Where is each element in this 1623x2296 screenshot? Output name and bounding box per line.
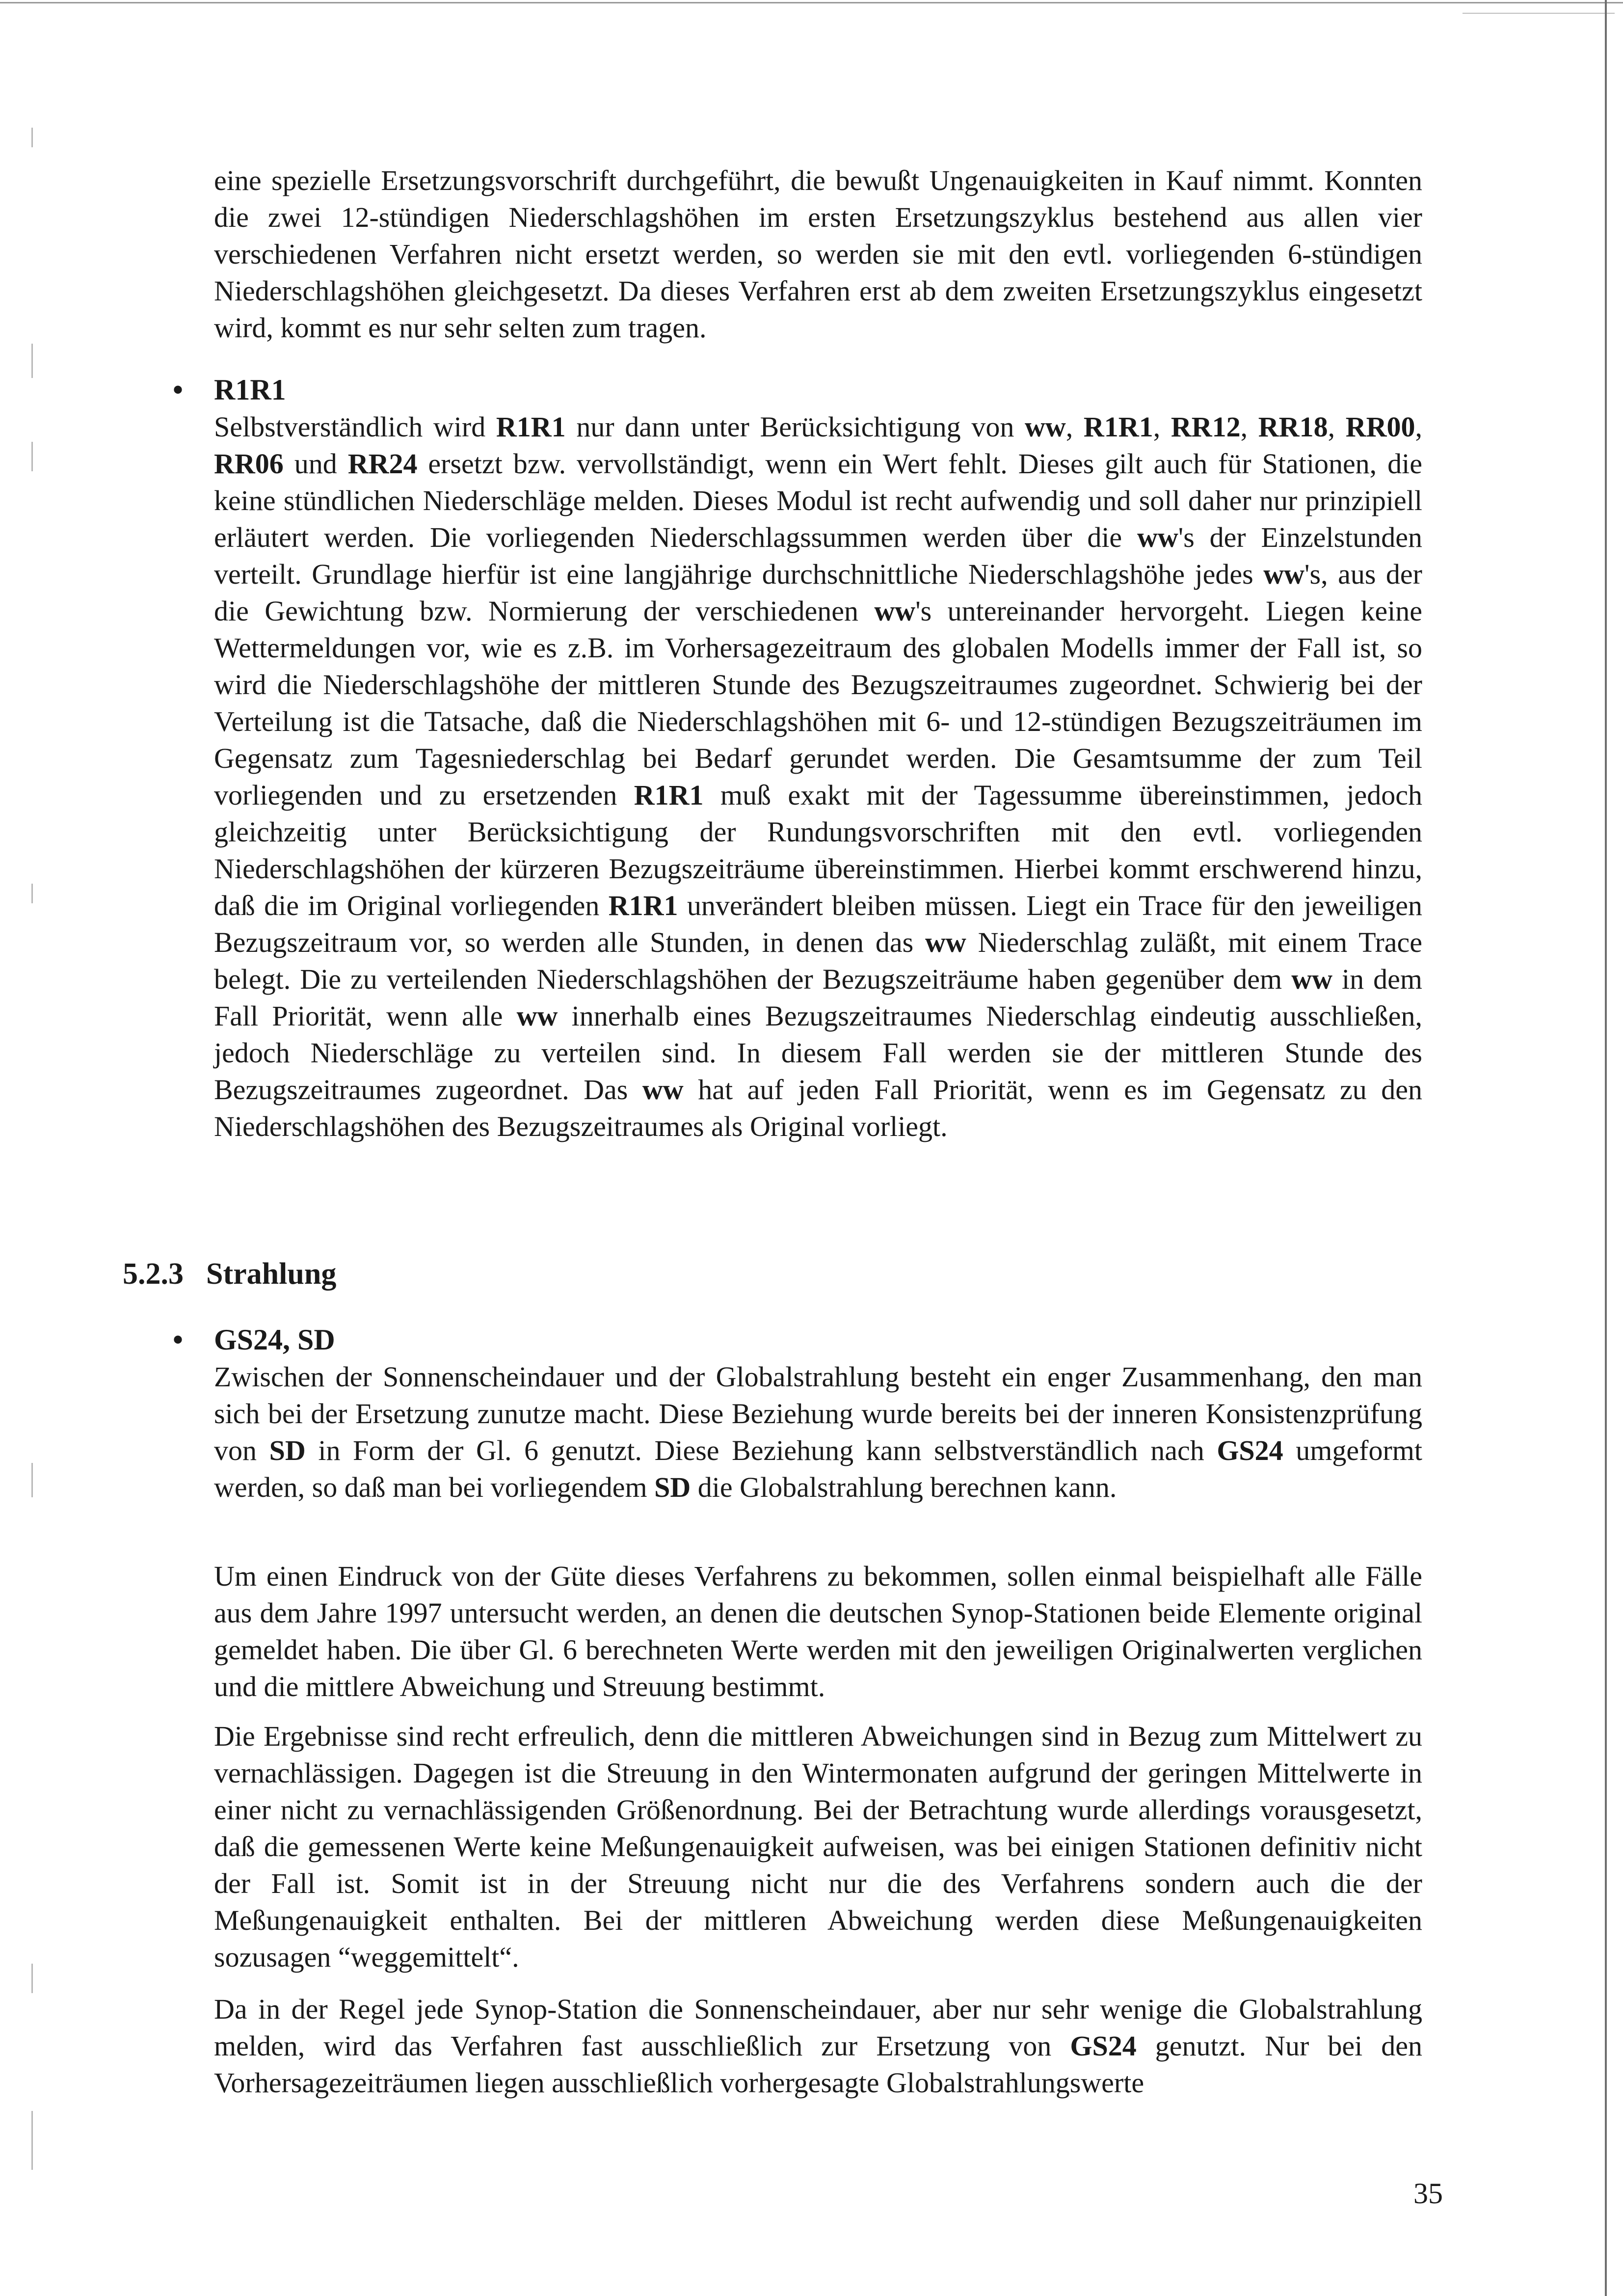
bullet-dot-icon: •	[173, 374, 184, 406]
section-heading: 5.2.3 Strahlung	[123, 1257, 337, 1291]
paragraph-r1r1: Selbstverständlich wird R1R1 nur dann unter Berücksichtigung von ww, R1R1, RR12, RR18, RR00, RR06 und RR24 ersetzt bzw. vervollständigt, wenn ein Wert fehlt. Dieses gilt auch für Stationen, die keine stündlichen Niederschläge melden. Dieses Modul ist recht aufwendig und soll daher nur prinzipiell erläutert werden. Die vorliegenden Niederschlagssummen werden über die ww's der Einzelstunden verteilt. Grundlage hierfür ist eine langjährige durchschnittliche Niederschlagshöhe jedes ww's, aus der die Gewichtung bzw. Normierung der verschiedenen ww's untereinander hervorgeht. Liegen keine Wettermeldungen vor, wie es z.B. im Vorhersagezeitraum des globalen Modells immer der Fall ist, so wird die Niederschlagshöhe der mittleren Stunde des Bezugszeitraumes zugeordnet. Schwierig bei der Verteilung ist die Tatsache, daß die Niederschlagshöhen mit 6- und 12-stündigen Bezugszeiträumen im Gegensatz zum Tagesniederschlag bei Bedarf gerundet werden. Die Gesamtsumme der zum Teil vorliegenden und zu ersetzenden R1R1 muß exakt mit der Tagessumme übereinstimmen, jedoch gleichzeitig unter Berücksichtigung der Rundungsvorschriften mit den evtl. vorliegenden Niederschlagshöhen der kürzeren Bezugszeiträume übereinstimmen. Hierbei kommt erschwerend hinzu, daß die im Original vorliegenden R1R1 unverändert bleiben müssen. Liegt ein Trace für den jeweiligen Bezugszeitraum vor, so werden alle Stunden, in denen das ww Niederschlag zuläßt, mit einem Trace belegt. Die zu verteilenden Niederschlagshöhen der Bezugszeiträume haben gegenüber dem ww in dem Fall Priorität, wenn alle ww innerhalb eines Bezugszeitraumes Niederschlag eindeutig ausschließen, jedoch Niederschläge zu verteilen sind. In diesem Fall werden sie der mittleren Stunde des Bezugszeitraumes zugeordnet. Das ww hat auf jeden Fall Priorität, wenn es im Gegensatz zu den Niederschlagshöhen des Bezugszeitraumes als Original vorliegt.	[214, 411, 1423, 1142]
bullet-heading-r1r1: • R1R1	[173, 374, 286, 406]
paragraph-gs24-sd: Zwischen der Sonnenscheindauer und der Globalstrahlung besteht ein enger Zusammenhang, den man sich bei der Ersetzung zunutze macht. Diese Beziehung wurde bereits bei der inneren Konsistenzprüfung von SD in Form der Gl. 6 genutzt. Diese Beziehung kann selbstverständlich nach GS24 umgeformt werden, so daß man bei vorliegendem SD die Globalstrahlung berechnen kann.	[214, 1361, 1422, 1503]
paragraph-globalstrahlung: Da in der Regel jede Synop-Station die Sonnenscheindauer, aber nur sehr wenige die Globalstrahlung melden, wird das Verfahren fast ausschließlich zur Ersetzung von GS24 genutzt. Nur bei den Vorhersagezeiträumen liegen ausschließlich vorhergesagte Globalstrahlungswerte	[214, 1993, 1423, 2099]
paragraph-continuation: eine spezielle Ersetzungsvorschrift durchgeführt, die bewußt Ungenauigkeiten in Kauf nimmt. Konnten die zwei 12-stündigen Niederschlagshöhen im ersten Ersetzungszyklus bestehend aus allen vier verschiedenen Verfahren nicht ersetzt werden, so werden sie mit den evtl. vorliegenden 6-stündigen Niederschlagshöhen gleichgesetzt. Da dieses Verfahren erst ab dem zweiten Ersetzungszyklus eingesetzt wird, kommt es nur sehr selten zum tragen.	[214, 164, 1422, 344]
bullet-heading-gs24-sd: • GS24, SD	[173, 1324, 335, 1356]
page-number: 35	[1413, 2177, 1443, 2210]
paragraph-ergebnisse: Die Ergebnisse sind recht erfreulich, denn die mittleren Abweichungen sind in Bezug zum Mittelwert zu vernachlässigen. Dagegen ist die Streuung in den Wintermonaten aufgrund der geringen Mittelwerte in einer nicht zu vernachlässigenden Größenordnung. Bei der Betrachtung wurde allerdings vorausgesetzt, daß die gemessenen Werte keine Meßungenauigkeit aufweisen, was bei einigen Stationen definitiv nicht der Fall ist. Somit ist in der Streuung nicht nur die des Verfahrens sondern auch die der Meßungenauigkeit enthalten. Bei der mittleren Abweichung werden diese Meßungenauigkeiten sozusagen “weggemittelt“.	[214, 1720, 1422, 1973]
bullet-dot-icon: •	[173, 1324, 184, 1356]
paragraph-guete: Um einen Eindruck von der Güte dieses Verfahrens zu bekommen, sollen einmal beispielhaft alle Fälle aus dem Jahre 1997 untersucht werden, an denen die deutschen Synop-Stationen beide Elemente original gemeldet haben. Die über Gl. 6 berechneten Werte werden mit den jeweiligen Originalwerten verglichen und die mittlere Abweichung und Streuung bestimmt.	[214, 1560, 1422, 1702]
